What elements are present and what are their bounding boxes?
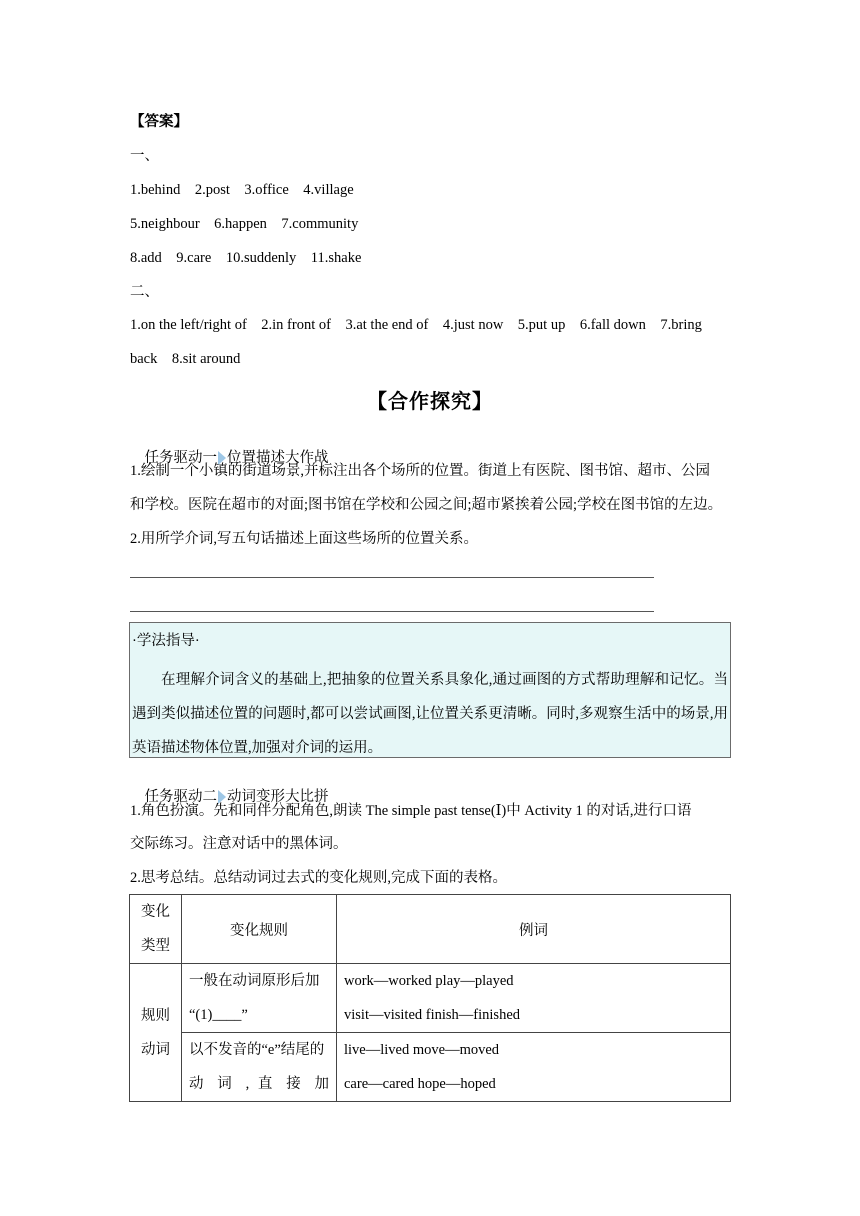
- part1-line: 5.neighbour 6.happen 7.community: [130, 216, 359, 232]
- rule-cell: [182, 1033, 337, 1102]
- header-change-rule: 变化规则: [182, 895, 337, 964]
- table-header-row: [130, 895, 731, 964]
- past-tense-rules-table: [129, 894, 731, 1102]
- task2-line: 2.思考总结。总结动词过去式的变化规则,完成下面的表格。: [130, 870, 507, 886]
- task2-prefix: 任务驱动二: [144, 789, 217, 805]
- header-examples: 例词: [337, 895, 731, 964]
- table-row: [130, 1033, 731, 1102]
- table-row: [130, 964, 731, 1033]
- task1-line: 1.绘制一个小镇的街道场景,并标注出各个场所的位置。街道上有医院、图书馆、超市、公园: [130, 463, 710, 479]
- task2-line: 1.角色扮演。先和同伴分配角色,朗读 The simple past tense(Ⅰ)中 Activity 1 的对话,进行口语: [130, 803, 692, 819]
- header-change-type: [130, 895, 182, 964]
- example-line: care—cared hope—hoped: [344, 1076, 496, 1092]
- example-cell: [337, 964, 731, 1033]
- answer-heading: 【答案】: [130, 114, 188, 130]
- part1-label: 一、: [130, 148, 159, 164]
- rule-blank-1[interactable]: “(1)____”: [189, 1007, 248, 1023]
- part2-line: back 8.sit around: [130, 351, 241, 367]
- example-line: visit—visited finish—finished: [344, 1007, 521, 1023]
- example-line: work—worked play—played: [344, 973, 514, 989]
- study-guide-text: 在理解介词含义的基础上,把抽象的位置关系具象化,通过画图的方式帮助理解和记忆。当遇到类似描述位置的问题时,都可以尝试画图,让位置关系更清晰。同时,多观察生活中的场景,用英语描述物体位置,加强对介词的运用。: [132, 672, 728, 756]
- header-type-line: 变化: [141, 904, 170, 920]
- rule-line: 以不发音的“e”结尾的: [189, 1042, 325, 1058]
- rule-line: 动 词 , 直 接 加: [189, 1076, 329, 1092]
- study-guide-title: ·学法指导·: [132, 633, 200, 649]
- part1-line: 8.add 9.care 10.suddenly 11.shake: [130, 250, 362, 266]
- task1-prefix: 任务驱动一: [144, 450, 217, 466]
- answer-blank-line[interactable]: [130, 611, 654, 612]
- rule-line: 一般在动词原形后加: [189, 973, 320, 989]
- section-title: 【合作探究】: [367, 389, 493, 413]
- answer-blank-line[interactable]: [130, 577, 654, 578]
- rule-cell: [182, 964, 337, 1033]
- task2-line: 交际练习。注意对话中的黑体词。: [130, 836, 348, 852]
- part2-label: 二、: [130, 284, 159, 300]
- task1-name: 位置描述大作战: [227, 450, 329, 466]
- row-type-regular: [130, 964, 182, 1102]
- study-guide-box: [129, 622, 731, 758]
- example-cell: [337, 1033, 731, 1102]
- row-type-line: 规则: [141, 1007, 170, 1024]
- task2-name: 动词变形大比拼: [227, 789, 329, 805]
- task1-line: 2.用所学介词,写五句话描述上面这些场所的位置关系。: [130, 531, 478, 547]
- row-type-line: 动词: [141, 1041, 170, 1058]
- example-line: live—lived move—moved: [344, 1042, 500, 1058]
- part1-line: 1.behind 2.post 3.office 4.village: [130, 182, 354, 198]
- task1-line: 和学校。医院在超市的对面;图书馆在学校和公园之间;超市紧挨着公园;学校在图书馆的左边。: [130, 497, 723, 513]
- part2-line: 1.on the left/right of 2.in front of 3.at the end of 4.just now 5.put up 6.fall down 7.bring: [130, 317, 702, 333]
- header-type-line: 类型: [141, 938, 170, 954]
